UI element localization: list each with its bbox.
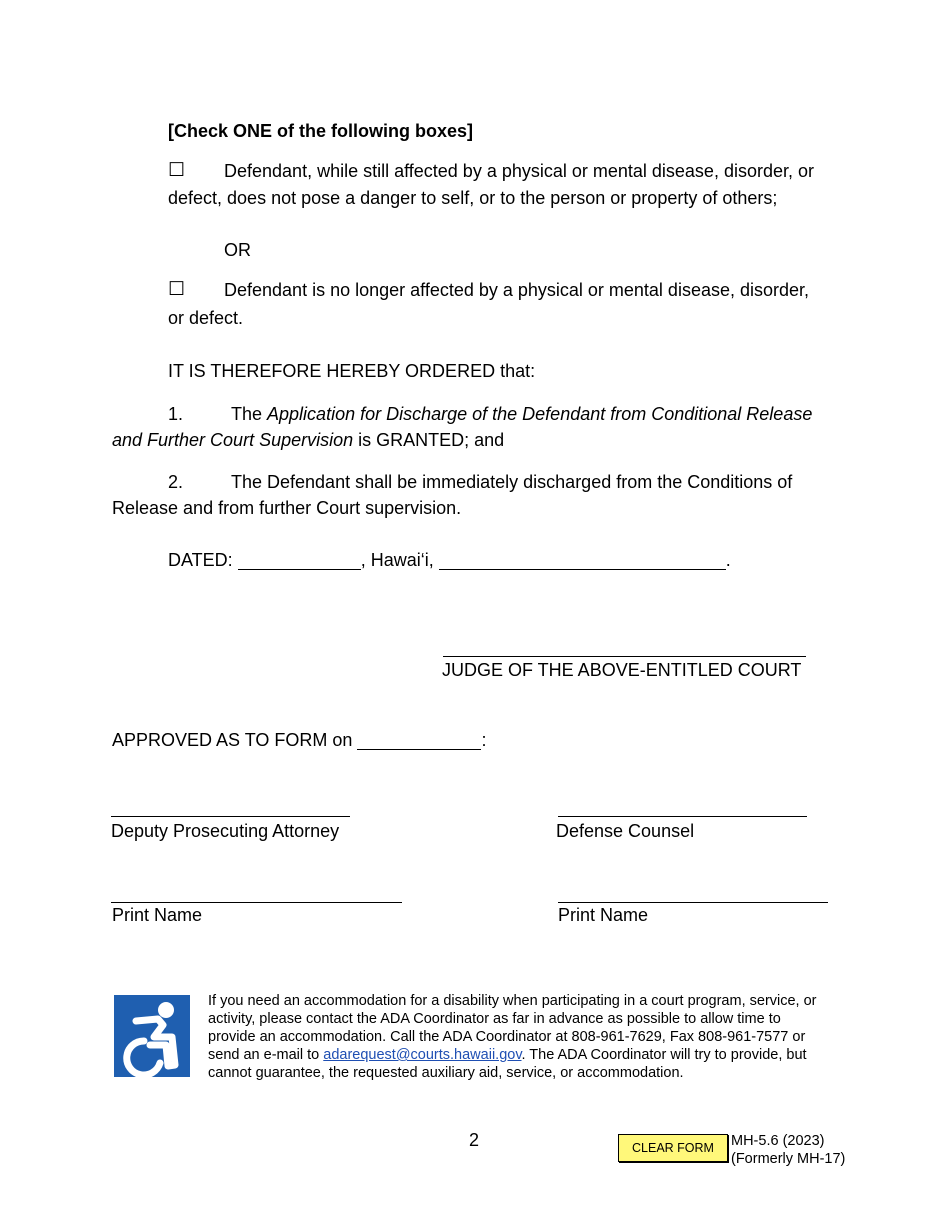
- item1-number: 1.: [168, 404, 184, 424]
- form-code: MH-5.6 (2023): [731, 1133, 825, 1149]
- or-label: OR: [224, 240, 251, 260]
- checkbox-option-2[interactable]: ☐: [168, 279, 186, 300]
- date-field[interactable]: [238, 551, 361, 570]
- option1-line1: Defendant, while still affected by a physical or mental disease, disorder, or: [224, 161, 814, 181]
- approved-label: APPROVED AS TO FORM on: [112, 730, 353, 750]
- accessibility-icon: [114, 995, 190, 1077]
- ada-text-before: If you need an accommodation for a disability when participating in a court program, service, or activity, please contact the ADA Coordinator as far in advance as possible to allow time to provide an accommodation. Call the ADA Coordinator at 808-961-7629, Fax 808-961-7577 or send an e-mail to: [208, 993, 817, 1063]
- item1-italic-title-part2: and Further Court Supervision: [112, 430, 354, 450]
- item2-line1: The Defendant shall be immediately discharged from the Conditions of: [231, 472, 793, 492]
- clear-form-button[interactable]: CLEAR FORM: [618, 1134, 728, 1162]
- judge-label: JUDGE OF THE ABOVE-ENTITLED COURT: [442, 660, 802, 680]
- prosecutor-signature-line[interactable]: [111, 816, 350, 817]
- approved-line: [112, 727, 486, 753]
- print-name-right: Print Name: [558, 905, 649, 925]
- item2-line2: Release and from further Court supervision.: [112, 498, 462, 518]
- form-code-block: [731, 1132, 845, 1168]
- item2-number: 2.: [168, 472, 184, 492]
- instruction-heading: [Check ONE of the following boxes]: [168, 121, 474, 141]
- item1-tail: is GRANTED; and: [353, 430, 505, 450]
- prosecutor-label: Deputy Prosecuting Attorney: [111, 821, 340, 841]
- ada-email-link[interactable]: adarequest@courts.hawaii.gov: [323, 1047, 522, 1063]
- item1-lead: The: [231, 404, 268, 424]
- item1-line1: [231, 401, 812, 427]
- option2-line2: or defect.: [168, 308, 244, 328]
- print-name-left: Print Name: [112, 905, 203, 925]
- approved-end: :: [481, 730, 487, 750]
- dated-place: , Hawai‘i,: [360, 550, 434, 570]
- ordered-heading: IT IS THEREFORE HEREBY ORDERED that:: [168, 361, 536, 381]
- dated-end: .: [725, 550, 731, 570]
- approved-date-field[interactable]: [357, 731, 481, 750]
- option1-line2: defect, does not pose a danger to self, or to the person or property of others;: [168, 188, 778, 208]
- checkbox-option-1[interactable]: ☐: [168, 160, 186, 181]
- ada-notice: [208, 992, 828, 1082]
- ada-text-after: . The ADA Coordinator will try to provide, but cannot guarantee, the requested auxiliary aid, service, or accommodation.: [208, 1047, 807, 1081]
- dated-label: DATED:: [168, 550, 233, 570]
- defense-signature-line[interactable]: [558, 816, 807, 817]
- formerly-code: (Formerly MH-17): [731, 1151, 846, 1167]
- item1-italic-title-part1: Application for Discharge of the Defendant from Conditional Release: [267, 404, 813, 424]
- page-number: 2: [469, 1130, 480, 1150]
- defense-label: Defense Counsel: [556, 821, 695, 841]
- item1-line2: [112, 427, 504, 453]
- option2-line1: Defendant is no longer affected by a physical or mental disease, disorder,: [224, 280, 810, 300]
- dated-line: [168, 547, 731, 573]
- place-field[interactable]: [439, 551, 726, 570]
